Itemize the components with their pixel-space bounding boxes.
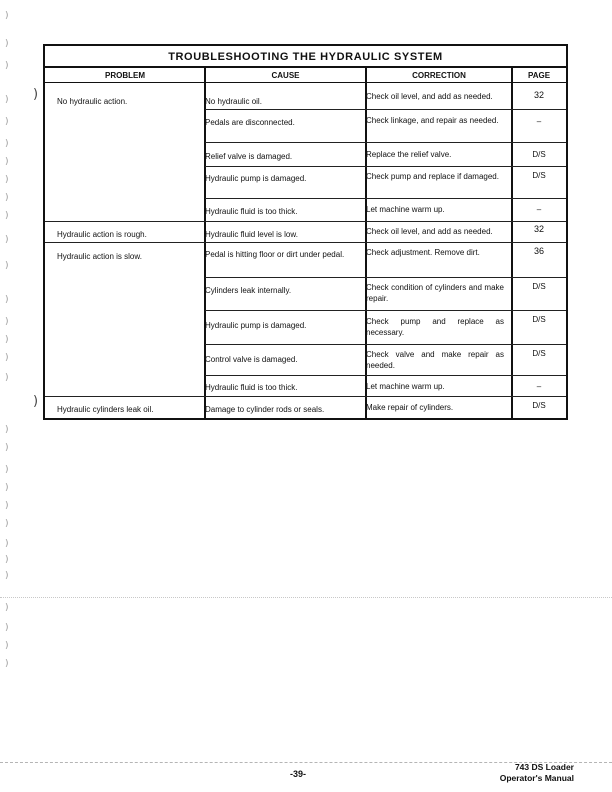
correction-cell: Check condition of cylinders and make repair. [366, 283, 504, 303]
cause-cell: Hydraulic fluid is too thick. [205, 207, 298, 216]
correction-cell: Check oil level, and add as needed. [366, 92, 493, 101]
page-cell: 32 [533, 224, 544, 234]
row-divider [45, 396, 566, 397]
column-header-page: PAGE [512, 68, 566, 83]
scan-artifact-line [0, 597, 612, 598]
cause-cell: Relief valve is damaged. [205, 152, 293, 161]
cause-cell: Control valve is damaged. [205, 355, 298, 364]
row-divider [205, 166, 566, 167]
cause-cell: Hydraulic pump is damaged. [205, 174, 307, 183]
page-cell: D/S [532, 150, 546, 159]
row-divider [45, 242, 566, 243]
correction-cell: Check linkage, and repair as needed. [366, 116, 499, 125]
row-divider [45, 221, 566, 222]
page-cell: 32 [533, 90, 544, 100]
page-cell: D/S [532, 349, 546, 358]
column-header-problem: PROBLEM [45, 68, 205, 83]
row-divider [205, 344, 566, 345]
cause-cell: Hydraulic fluid level is low. [205, 230, 298, 239]
correction-cell: Check oil level, and add as needed. [366, 227, 493, 236]
page-cell: 36 [533, 246, 544, 256]
cause-cell: Pedal is hitting floor or dirt under pedal. [205, 250, 345, 259]
page-number: -39- [290, 769, 307, 779]
page-cell: D/S [532, 315, 546, 324]
cause-cell: Hydraulic fluid is too thick. [205, 383, 298, 392]
cause-cell: Hydraulic pump is damaged. [205, 321, 307, 330]
page-cell: D/S [532, 171, 546, 180]
correction-cell: Check pump and replace if damaged. [366, 172, 499, 181]
cause-cell: Pedals are disconnected. [205, 118, 295, 127]
page-cell: D/S [532, 401, 546, 410]
footer-model: 743 DS Loader [514, 762, 574, 772]
page-cell: D/S [532, 282, 546, 291]
page-cell: – [536, 205, 542, 214]
column-header-cause: CAUSE [205, 68, 366, 83]
cause-cell: No hydraulic oil. [205, 97, 262, 106]
page-cell: – [536, 117, 542, 126]
footer-manual-title: Operator's Manual [499, 773, 574, 783]
correction-cell: Let machine warm up. [366, 382, 445, 391]
problem-cell: Hydraulic cylinders leak oil. [57, 405, 154, 414]
correction-cell: Let machine warm up. [366, 205, 445, 214]
table-title: TROUBLESHOOTING THE HYDRAULIC SYSTEM [45, 46, 566, 68]
column-header-correction: CORRECTION [366, 68, 512, 83]
correction-cell: Check adjustment. Remove dirt. [366, 248, 480, 257]
row-divider [205, 142, 566, 143]
row-divider [205, 277, 566, 278]
problem-cell: No hydraulic action. [57, 97, 128, 106]
row-divider [205, 310, 566, 311]
row-divider [205, 375, 566, 376]
correction-cell: Replace the relief valve. [366, 150, 452, 159]
row-divider [205, 109, 566, 110]
troubleshooting-table [43, 44, 568, 420]
correction-cell: Make repair of cylinders. [366, 403, 454, 412]
problem-cell: Hydraulic action is slow. [57, 252, 142, 261]
hole-punch-marks: ) ) ) ) ) ) ) ) ) ) ) ) ) ) ) ) ) ) ) ) ) ) ) ) ) ) ) ) ) ) [5, 11, 9, 669]
correction-cell: Check valve and make repair as needed. [366, 350, 504, 370]
page-cell: – [536, 382, 542, 391]
problem-cell: Hydraulic action is rough. [57, 230, 147, 239]
row-divider [205, 198, 566, 199]
binding-mark: ) [33, 87, 39, 102]
cause-cell: Damage to cylinder rods or seals. [205, 405, 325, 414]
cause-cell: Cylinders leak internally. [205, 286, 292, 295]
footer-manual-info [500, 762, 574, 784]
correction-cell: Check pump and replace as necessary. [366, 317, 504, 337]
binding-mark: ) [33, 394, 39, 409]
